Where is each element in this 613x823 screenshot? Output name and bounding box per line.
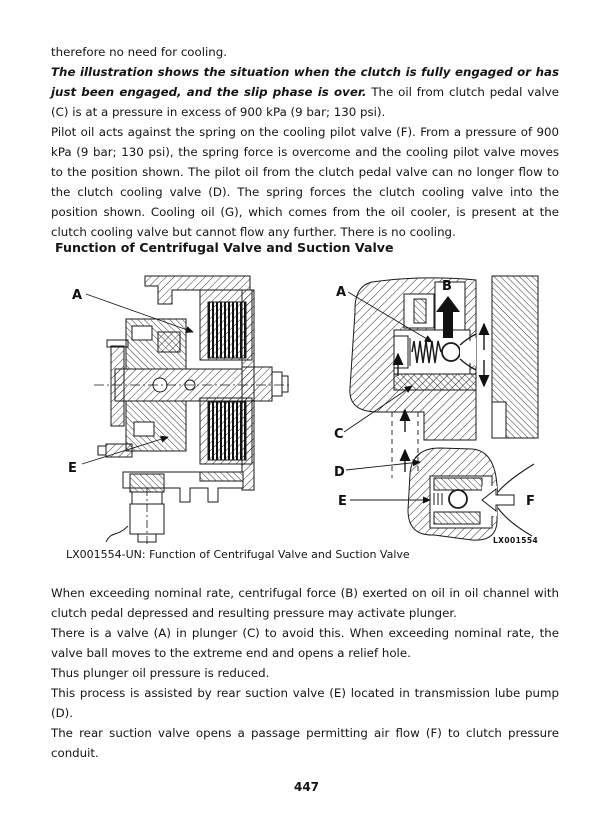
- paragraph-suction-valve: This process is assisted by rear suction valve (E) located in transmission lube pump (D).: [51, 686, 559, 720]
- figure-code-watermark: LX001554: [493, 536, 539, 545]
- right-diagram-label-f: F: [526, 494, 535, 509]
- section-heading: Function of Centrifugal Valve and Suction Valve: [55, 240, 394, 255]
- paragraph-centrifugal-force: When exceeding nominal rate, centrifugal force (B) exerted on oil in oil channel with clutch pedal depressed and resulting pressure may activate plunger.: [51, 586, 559, 620]
- right-diagram-label-c: C: [334, 427, 344, 442]
- paragraph-valve-ball: There is a valve (A) in plunger (C) to avoid this. When exceeding nominal rate, the valve ball moves to the extreme end and opens a relief hole.: [51, 626, 559, 660]
- paragraph-cooling-end: therefore no need for cooling.: [51, 45, 228, 59]
- body-text-block: [51, 583, 559, 763]
- figure-caption: LX001554-UN: Function of Centrifugal Valve and Suction Valve: [66, 548, 410, 561]
- right-diagram-label-d: D: [334, 465, 345, 480]
- pedal-valve-sentence: The oil from clutch pedal valve (C) is at a pressure in excess of 900 kPa (9 bar; 130 psi).: [51, 85, 560, 119]
- paragraph-illustration: [51, 62, 559, 122]
- right-diagram-label-a: A: [336, 285, 347, 300]
- intro-text-block: [51, 42, 559, 242]
- paragraph-pressure-reduced: Thus plunger oil pressure is reduced.: [51, 666, 270, 680]
- clutch-cross-section-diagram: [60, 274, 305, 546]
- left-diagram-label-e: E: [68, 461, 77, 476]
- right-diagram-label-b: B: [442, 279, 452, 294]
- left-diagram-label-a: A: [72, 288, 83, 303]
- paragraph-air-flow: The rear suction valve opens a passage permitting air flow (F) to clutch pressure conduit.: [51, 726, 559, 760]
- emphasized-sentence: The illustration shows the situation when the clutch is fully engaged or has just been engaged, and the slip phase is over.: [51, 65, 559, 99]
- right-diagram-label-e: E: [338, 494, 347, 509]
- valve-flow-diagram: [330, 272, 560, 548]
- paragraph-pilot-oil: Pilot oil acts against the spring on the cooling pilot valve (F). From a pressure of 900 kPa (9 bar; 130 psi), the spring force is overcome and the cooling pilot valve moves to the position shown. The pilot oil from the clutch pedal valve can no longer flow to the clutch cooling valve (D). The spring forces the clutch cooling valve into the position shown. Cooling oil (G), which comes from the oil cooler, is present at the clutch cooling valve but cannot flow any further. There is no cooling.: [51, 125, 559, 239]
- page-number: 447: [293, 780, 320, 794]
